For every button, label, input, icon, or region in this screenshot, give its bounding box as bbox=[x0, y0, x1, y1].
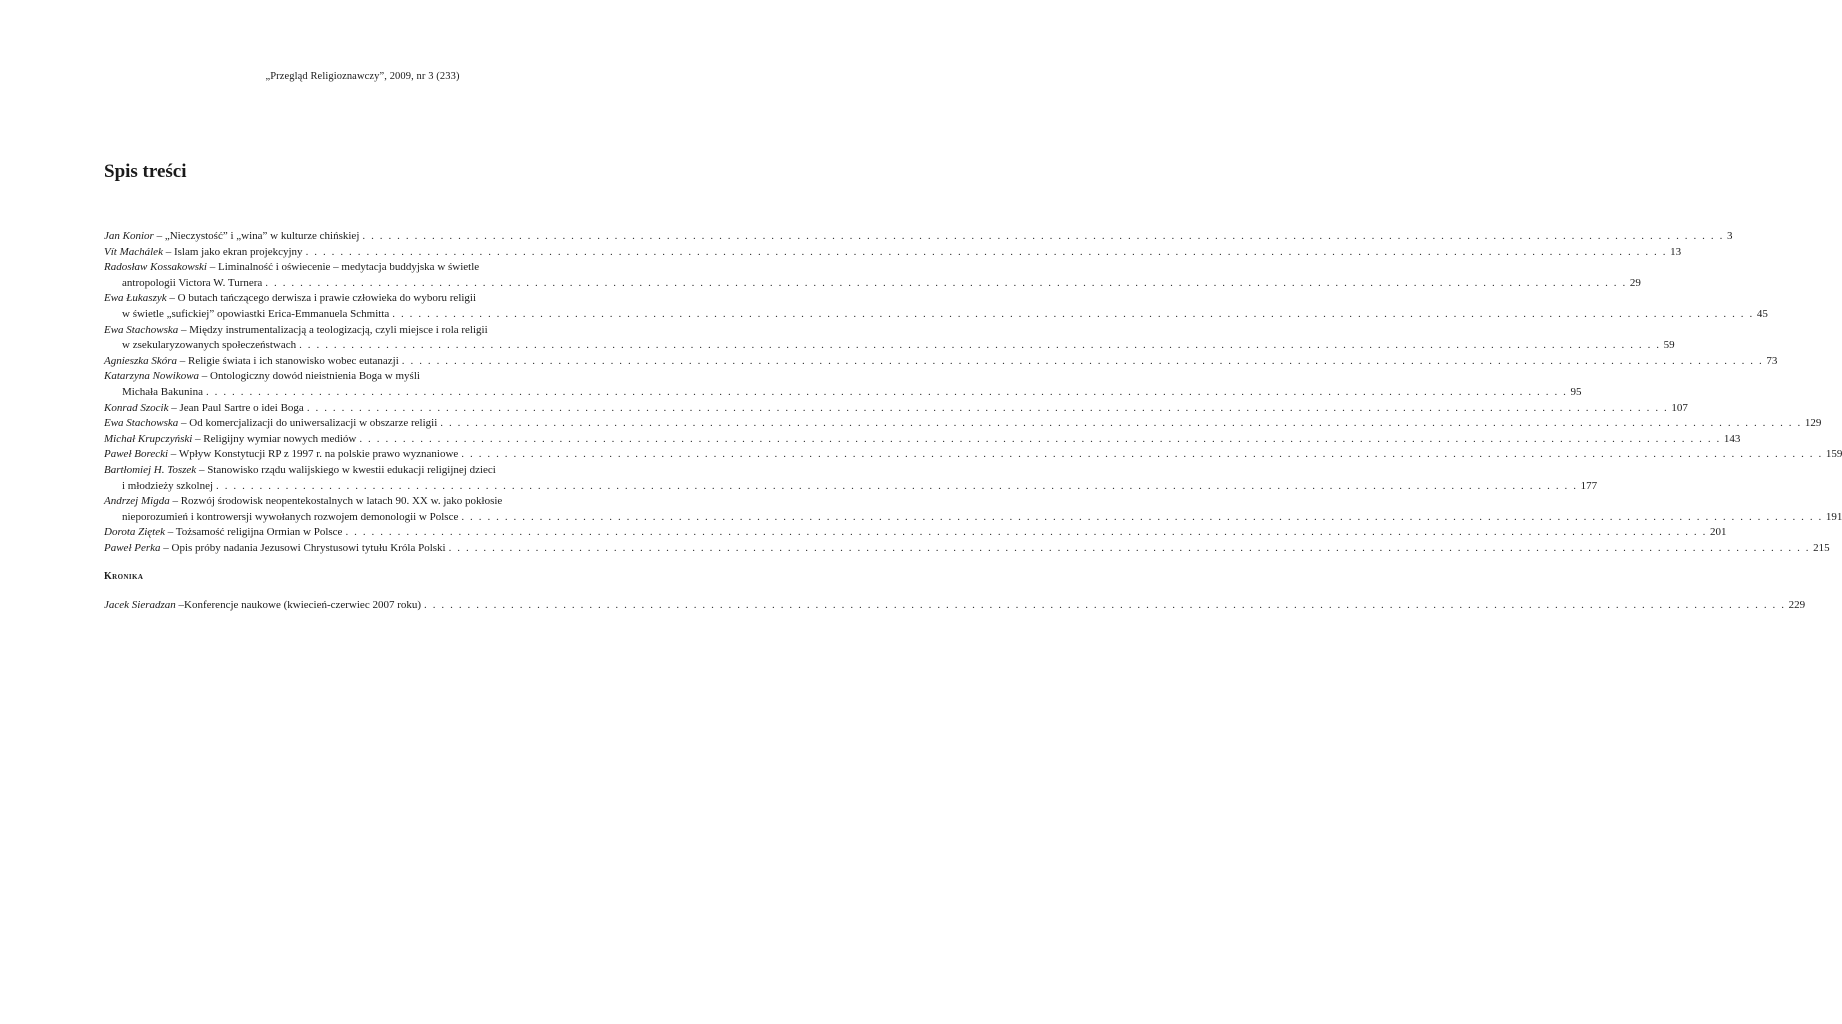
toc-entry bbox=[104, 416, 1822, 432]
toc-leader-dots bbox=[206, 385, 1568, 401]
toc-entry-continuation-line bbox=[104, 385, 1582, 401]
toc-entry bbox=[104, 291, 1768, 322]
toc-entry bbox=[104, 401, 1688, 417]
toc-entry-author: Paweł Borecki bbox=[104, 448, 169, 461]
toc-leader-dots bbox=[362, 229, 1724, 245]
toc-entry-first-line bbox=[104, 229, 1733, 245]
toc-entry-title: – Między instrumentalizacją a teologizacją, czyli miejsce i rola religii bbox=[181, 323, 488, 336]
toc-entry-text bbox=[104, 323, 488, 339]
toc-entry bbox=[104, 525, 1727, 541]
toc-leader-dots bbox=[424, 598, 1786, 614]
toc-entry-text bbox=[104, 401, 304, 417]
toc-entry-first-line bbox=[104, 494, 552, 510]
toc-entry-text bbox=[104, 260, 479, 276]
toc-entry-text bbox=[104, 245, 303, 261]
toc-entry-first-line bbox=[104, 463, 552, 479]
toc-entry-first-line bbox=[104, 260, 552, 276]
toc-entry-author: Radosław Kossakowski bbox=[104, 261, 207, 274]
toc-entry-first-line bbox=[104, 432, 1741, 448]
running-head: „Przegląd Religioznawczy”, 2009, nr 3 (233) bbox=[265, 71, 460, 82]
toc-entry-text bbox=[122, 385, 203, 401]
toc-entry-first-line bbox=[104, 323, 552, 339]
toc-entry-author: Ewa Stachowska bbox=[104, 323, 179, 336]
toc-entry-title: – Rozwój środowisk neopentekostalnych w latach 90. XX w. jako pokłosie bbox=[172, 495, 503, 508]
toc-entry-page-number: 229 bbox=[1788, 599, 1806, 611]
toc-entry-author: Michał Krupczyński bbox=[104, 432, 193, 445]
toc-entry-page-number: 95 bbox=[1570, 385, 1582, 398]
toc-leader-dots bbox=[307, 401, 1669, 417]
toc-entry-continuation-line bbox=[104, 479, 1598, 495]
toc-entry-title: – Ontologiczny dowód nieistnienia Boga w myśli bbox=[201, 370, 420, 383]
toc-entry-continuation-line bbox=[104, 307, 1768, 323]
toc-entry-text bbox=[104, 291, 476, 307]
toc-entry-title: – Stanowisko rządu walijskiego w kwestii edukacji religijnej dzieci bbox=[198, 463, 496, 476]
toc-entry bbox=[104, 229, 1733, 245]
toc-entry-page-number: 159 bbox=[1825, 448, 1842, 461]
toc-leader-dots bbox=[461, 510, 1823, 526]
toc-entry-title: w zsekularyzowanych społeczeństwach bbox=[122, 339, 297, 352]
toc-entry-author: Ewa Stachowska bbox=[104, 417, 179, 430]
toc-entry-title: – Liminalność i oświecenie – medytacja buddyjska w świetle bbox=[209, 261, 480, 274]
toc-entry-title: i młodzieży szkolnej bbox=[122, 479, 214, 492]
toc-entry-author: Dorota Ziętek bbox=[104, 526, 165, 539]
toc-entry-title: w świetle „sufickiej” opowiastki Erica-Emmanuela Schmitta bbox=[122, 307, 390, 320]
toc-entry-continuation-line bbox=[104, 276, 1641, 292]
toc-entry-text bbox=[104, 598, 421, 614]
toc-entry-author: Ewa Łukaszyk bbox=[104, 292, 167, 305]
toc-leader-dots bbox=[359, 432, 1721, 448]
toc-leader-dots bbox=[299, 338, 1661, 354]
toc-entry-title: Michała Bakunina bbox=[122, 385, 203, 398]
toc-entry-first-line bbox=[104, 525, 1727, 541]
toc-entry-first-line bbox=[104, 354, 1778, 370]
toc-entry-author: Agnieszka Skóra bbox=[104, 354, 178, 367]
toc-entry-page-number: 73 bbox=[1766, 354, 1778, 367]
toc-entry bbox=[104, 432, 1741, 448]
toc-entry-first-line bbox=[104, 598, 1806, 614]
toc-entry-text bbox=[104, 416, 437, 432]
toc-leader-dots bbox=[392, 307, 1754, 323]
toc-entry bbox=[104, 354, 1778, 370]
toc-entry bbox=[104, 323, 1675, 354]
toc-entry bbox=[104, 245, 1682, 261]
toc-leader-dots bbox=[265, 276, 1627, 292]
toc-entry-continuation-line bbox=[104, 510, 1842, 526]
toc-entry-text bbox=[104, 432, 356, 448]
toc-entry-text bbox=[104, 447, 458, 463]
toc-entry-author: Jan Konior bbox=[104, 230, 154, 242]
toc-entry-title: – Od komercjalizacji do uniwersalizacji w obszarze religii bbox=[181, 417, 438, 430]
toc-entry-title: – Opis próby nadania Jezusowi Chrystusowi tytułu Króla Polski bbox=[163, 541, 446, 554]
toc-entry-first-line bbox=[104, 541, 1830, 557]
toc-entry-first-line bbox=[104, 447, 1842, 463]
toc-leader-dots bbox=[461, 447, 1823, 463]
toc-entry bbox=[104, 447, 1842, 463]
toc-entry-text bbox=[104, 541, 446, 557]
toc-entry-page-number: 29 bbox=[1629, 276, 1641, 289]
toc-entry-text bbox=[104, 229, 359, 245]
toc-leader-dots bbox=[440, 416, 1802, 432]
toc-entry-title: – Tożsamość religijna Ormian w Polsce bbox=[167, 526, 343, 539]
toc-entry-text bbox=[122, 307, 389, 323]
toc-entry-page-number: 129 bbox=[1804, 417, 1822, 430]
toc-entry bbox=[104, 494, 1842, 525]
toc-entry-page-number: 177 bbox=[1580, 479, 1598, 492]
toc-entry-page-number: 3 bbox=[1726, 230, 1733, 242]
toc-entry-text bbox=[122, 510, 458, 526]
chronicle-list bbox=[104, 598, 1806, 614]
toc-entry-author: Paweł Perka bbox=[104, 541, 161, 554]
toc-entry-page-number: 143 bbox=[1723, 432, 1741, 445]
toc-leader-dots bbox=[306, 245, 1668, 261]
toc-entry-title: – „Nieczystość” i „wina” w kulturze chińskiej bbox=[156, 230, 360, 242]
toc-entry-page-number: 215 bbox=[1813, 541, 1830, 554]
toc-leader-dots bbox=[216, 479, 1578, 495]
toc-leader-dots bbox=[449, 541, 1811, 557]
toc-entry-page-number: 201 bbox=[1710, 526, 1727, 539]
toc-entry-author: Konrad Szocik bbox=[104, 401, 169, 414]
page-title: Spis treści bbox=[104, 161, 187, 182]
toc-entry-first-line bbox=[104, 369, 552, 385]
toc-entry-title: – Wpływ Konstytucji RP z 1997 r. na polskie prawo wyznaniowe bbox=[170, 448, 459, 461]
toc-entry-author: Bartłomiej H. Toszek bbox=[104, 463, 197, 476]
toc-entry bbox=[104, 369, 1582, 400]
toc-entry-page-number: 13 bbox=[1670, 245, 1682, 258]
toc-entry-title: antropologii Victora W. Turnera bbox=[122, 276, 263, 289]
toc-entry-text bbox=[122, 276, 262, 292]
toc-entry-page-number: 107 bbox=[1671, 401, 1688, 414]
toc-leader-dots bbox=[402, 354, 1764, 370]
toc-entry-title: – Religijny wymiar nowych mediów bbox=[195, 432, 357, 445]
table-of-contents bbox=[104, 229, 1842, 556]
toc-entry-text bbox=[104, 463, 496, 479]
toc-entry-text bbox=[104, 354, 399, 370]
toc-entry-page-number: 59 bbox=[1663, 339, 1675, 352]
toc-entry-text bbox=[104, 494, 502, 510]
toc-entry bbox=[104, 463, 1598, 494]
toc-entry-text bbox=[104, 525, 342, 541]
toc-entry-title: – O butach tańczącego derwisza i prawie człowieka do wyboru religii bbox=[169, 292, 477, 305]
toc-entry-first-line bbox=[104, 291, 552, 307]
toc-entry-author: Jacek Sieradzan bbox=[104, 599, 176, 611]
toc-entry-author: Vít Machálek bbox=[104, 245, 163, 258]
toc-entry-author: Katarzyna Nowikowa bbox=[104, 370, 200, 383]
toc-entry-author: Andrzej Migda bbox=[104, 495, 170, 508]
toc-entry-first-line bbox=[104, 416, 1822, 432]
section-heading-chronicle: Kronika bbox=[104, 571, 144, 582]
toc-entry-title: – Religie świata i ich stanowisko wobec eutanazji bbox=[179, 354, 399, 367]
toc-entry-first-line bbox=[104, 245, 1682, 261]
toc-entry-title: –Konferencje naukowe (kwiecień-czerwiec 2007 roku) bbox=[178, 599, 422, 611]
toc-entry bbox=[104, 598, 1806, 614]
toc-entry bbox=[104, 541, 1830, 557]
toc-entry-text bbox=[122, 338, 296, 354]
toc-entry-title: nieporozumień i kontrowersji wywołanych rozwojem demonologii w Polsce bbox=[122, 510, 459, 523]
toc-entry bbox=[104, 260, 1641, 291]
toc-entry-title: – Jean Paul Sartre o idei Boga bbox=[171, 401, 304, 414]
toc-leader-dots bbox=[345, 525, 1707, 541]
toc-entry-text bbox=[122, 479, 213, 495]
toc-entry-page-number: 191 bbox=[1825, 510, 1842, 523]
toc-entry-title: – Islam jako ekran projekcyjny bbox=[165, 245, 303, 258]
toc-entry-page-number: 45 bbox=[1756, 307, 1768, 320]
toc-entry-text bbox=[104, 369, 420, 385]
toc-entry-first-line bbox=[104, 401, 1688, 417]
toc-entry-continuation-line bbox=[104, 338, 1675, 354]
